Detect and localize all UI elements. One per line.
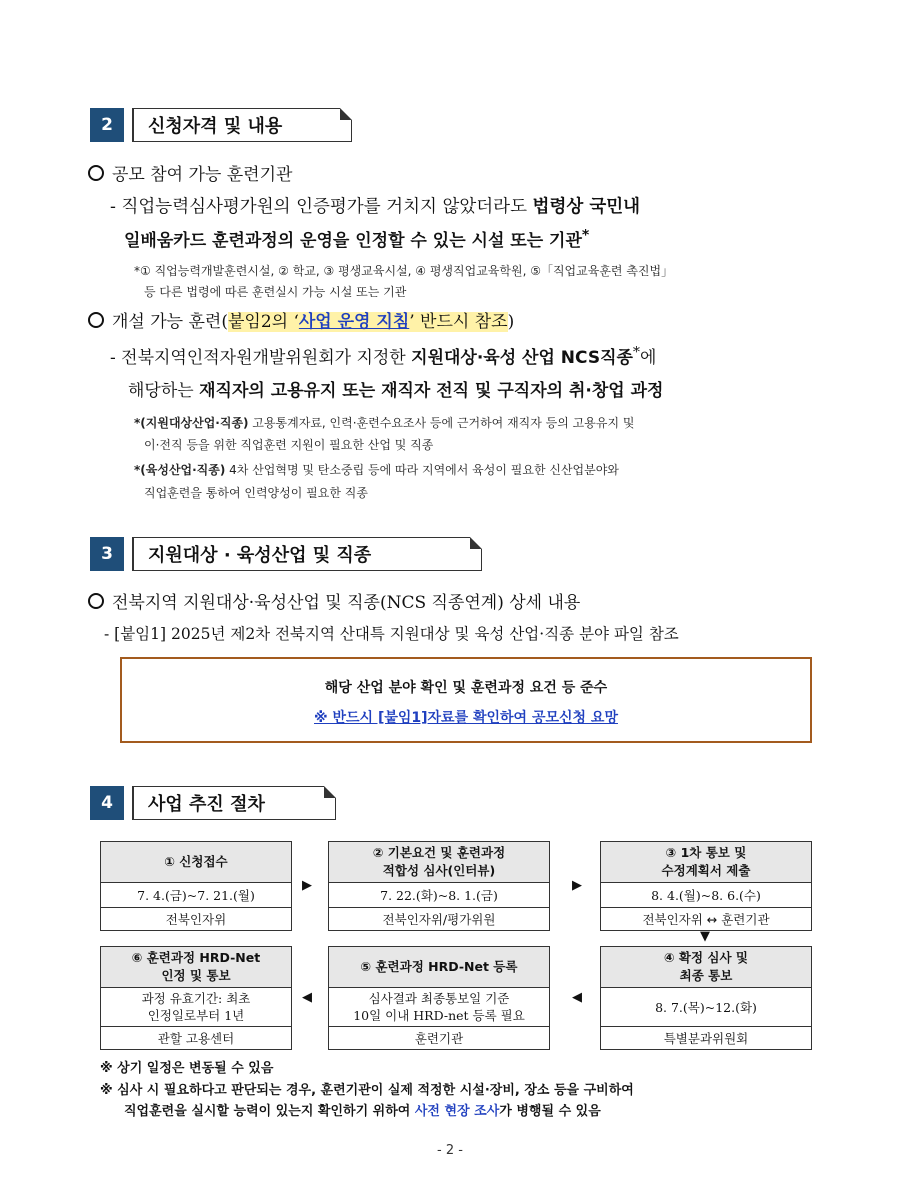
step-6-box — [100, 946, 292, 1050]
bullet-training-institutions — [88, 160, 292, 185]
footnote-text: 직업훈련을 실시할 능력이 있는지 확인하기 위하여 — [124, 1104, 415, 1119]
footnote-mark: * — [632, 344, 640, 361]
step-title-2: 최종 통보 — [679, 968, 733, 983]
step-date-text: 7. 22.(화)~8. 1.(금) — [380, 887, 498, 903]
step-date-text: 7. 4.(금)~7. 21.(월) — [137, 887, 255, 903]
step-title: ④ 확정 심사 및 — [663, 950, 748, 965]
step-date-text-2: 인정일로부터 1년 — [147, 1008, 245, 1023]
step-owner: 전북인자위 ↔ 훈련기관 — [642, 912, 770, 927]
step-title-2: 수정계획서 제출 — [661, 863, 751, 878]
step-title: ⑥ 훈련과정 HRD-Net — [131, 950, 261, 965]
note-label: *(지원대상산업·직종) — [134, 416, 249, 430]
circle-bullet-icon — [88, 593, 104, 609]
step-owner: 관할 고용센터 — [157, 1031, 235, 1046]
ncs-text-2: 해당하는 — [128, 381, 200, 401]
guideline-link[interactable]: 사업 운영 지침 — [298, 312, 410, 332]
arrow-left-icon: ◀ — [572, 990, 582, 1005]
step-title-2: 적합성 심사(인터뷰) — [382, 863, 496, 878]
arrow-left-icon: ◀ — [302, 990, 312, 1005]
step-header — [101, 842, 291, 883]
step-header — [329, 842, 549, 883]
step-owner: 전북인자위/평가위원 — [382, 912, 496, 927]
step-date — [601, 883, 811, 908]
attachment-ref: - [붙임1] 2025년 제2차 전북지역 산대특 지원대상 및 육성 산업·직종 분야 파일 참조 — [104, 625, 679, 643]
arrow-right-icon: ▶ — [572, 878, 582, 893]
note-facilities-1: *① 직업능력개발훈련시설, ② 학교, ③ 평생교육시설, ④ 평생직업교육학원, ⑤「직업교육훈련 촉진법」 — [134, 264, 674, 278]
step-date — [101, 883, 291, 908]
notice-line-1: 해당 산업 분야 확인 및 훈련과정 요건 등 준수 — [324, 680, 608, 696]
arrow-down-icon: ▼ — [700, 929, 710, 944]
step-title: ① 신청접수 — [164, 854, 228, 869]
footnote-mark: * — [581, 227, 590, 244]
footnote-text-2: 가 병행될 수 있음 — [499, 1104, 601, 1119]
footnote-schedule: ※ 상기 일정은 변동될 수 있음 — [100, 1061, 274, 1076]
note-label: *(육성산업·직종) — [134, 463, 226, 477]
notice-box — [120, 657, 812, 743]
eligibility-line-1 — [110, 193, 640, 218]
ncs-line-2 — [128, 376, 663, 401]
circle-bullet-icon — [88, 165, 104, 181]
ncs-line-1 — [110, 343, 656, 368]
eligibility-text: - 직업능력심사평가원의 인증평가를 거치지 않았더라도 — [110, 197, 533, 217]
step-owner: 훈련기관 — [414, 1031, 464, 1046]
section-2-number: 2 — [90, 108, 124, 142]
note-growth-industry-2: 직업훈련을 통하여 인력양성이 필요한 직종 — [144, 486, 368, 500]
footnote-inspection-1: ※ 심사 시 필요하다고 판단되는 경우, 훈련기관이 실제 적정한 시설·장비, 장소 등을 구비하여 — [100, 1083, 634, 1098]
step-title-2: 인정 및 통보 — [161, 968, 231, 983]
page-number: - 2 - — [437, 1143, 463, 1158]
step-owner: 전북인자위 — [165, 912, 227, 927]
circle-bullet-icon — [88, 312, 104, 328]
ref-close: ) — [507, 312, 515, 332]
step-owner: 특별분과위원회 — [663, 1031, 749, 1046]
step-title: ⑤ 훈련과정 HRD-Net 등록 — [360, 959, 518, 974]
highlight-reference — [228, 312, 508, 332]
step-header — [101, 947, 291, 988]
step-title: ② 기본요건 및 훈련과정 — [372, 845, 506, 860]
note-support-industry-1 — [134, 414, 634, 431]
section-2-title — [132, 108, 352, 142]
step-date-text: 8. 4.(월)~8. 6.(수) — [651, 887, 761, 903]
arrow-right-icon: ▶ — [302, 878, 312, 893]
step-date — [101, 988, 291, 1027]
section-4-title — [132, 786, 336, 820]
notice-line-2[interactable]: ※ 반드시 [붙임1]자료를 확인하여 공모신청 요망 — [314, 710, 618, 726]
bullet-text: 공모 참여 가능 훈련기관 — [112, 165, 293, 185]
ncs-suffix: 에 — [640, 348, 657, 368]
ncs-bold: 지원대상·육성 산업 NCS직종 — [411, 348, 633, 368]
ncs-bold-2: 재직자의 고용유지 또는 재직자 전직 및 구직자의 취·창업 과정 — [199, 381, 664, 401]
section-3-title-text: 지원대상 · 육성산업 및 직종 — [148, 545, 372, 566]
step-1-box — [100, 841, 292, 931]
step-date-text: 8. 7.(목)~12.(화) — [655, 999, 757, 1015]
step-date-text: 과정 유효기간: 최초 — [141, 991, 251, 1006]
step-date — [329, 988, 549, 1027]
step-4-box — [600, 946, 812, 1050]
step-title: ③ 1차 통보 및 — [665, 845, 747, 860]
note-support-industry-2: 이·전직 등을 위한 직업훈련 지원이 필요한 산업 및 직종 — [144, 438, 434, 452]
section-4-number: 4 — [90, 786, 124, 820]
step-date — [329, 883, 549, 908]
section-3-number: 3 — [90, 537, 124, 571]
note-text: 고용통계자료, 인력·훈련수요조사 등에 근거하여 재직자 등의 고용유지 및 — [248, 416, 635, 430]
ref-text-2: ’ 반드시 참조 — [409, 312, 508, 332]
bullet-text: 전북지역 지원대상·육성산업 및 직종(NCS 직종연계) 상세 내용 — [112, 593, 581, 613]
note-text: 4차 산업혁명 및 탄소중립 등에 따라 지역에서 육성이 필요한 신산업분야와 — [225, 463, 619, 477]
step-header — [601, 947, 811, 988]
section-3-title — [132, 537, 482, 571]
step-date — [601, 988, 811, 1027]
bullet-available-training — [88, 307, 514, 332]
eligibility-line-2 — [124, 226, 589, 251]
section-2-title-text: 신청자격 및 내용 — [148, 116, 283, 137]
step-header — [329, 947, 549, 988]
step-5-box — [328, 946, 550, 1050]
step-3-box — [600, 841, 812, 931]
eligibility-bold: 법령상 국민내 — [532, 197, 641, 217]
bullet-industry-detail — [88, 588, 580, 613]
section-4-title-text: 사업 추진 절차 — [148, 794, 265, 815]
ref-text: 붙임2의 ‘ — [227, 312, 299, 332]
step-header — [601, 842, 811, 883]
step-date-text-2: 10일 이내 HRD-net 등록 필요 — [353, 1008, 525, 1023]
footnote-inspection-2 — [124, 1100, 601, 1119]
step-date-text: 심사결과 최종통보일 기준 — [368, 991, 510, 1006]
note-growth-industry-1 — [134, 461, 619, 478]
step-2-box — [328, 841, 550, 931]
bullet-text: 개설 가능 훈련( — [112, 312, 228, 332]
site-inspection-text: 사전 현장 조사 — [414, 1104, 500, 1119]
eligibility-bold-2: 일배움카드 훈련과정의 운영을 인정할 수 있는 시설 또는 기관 — [124, 231, 582, 251]
ncs-text: - 전북지역인적자원개발위원회가 지정한 — [110, 348, 412, 368]
note-facilities-2: 등 다른 법령에 따른 훈련실시 가능 시설 또는 기관 — [144, 285, 407, 299]
